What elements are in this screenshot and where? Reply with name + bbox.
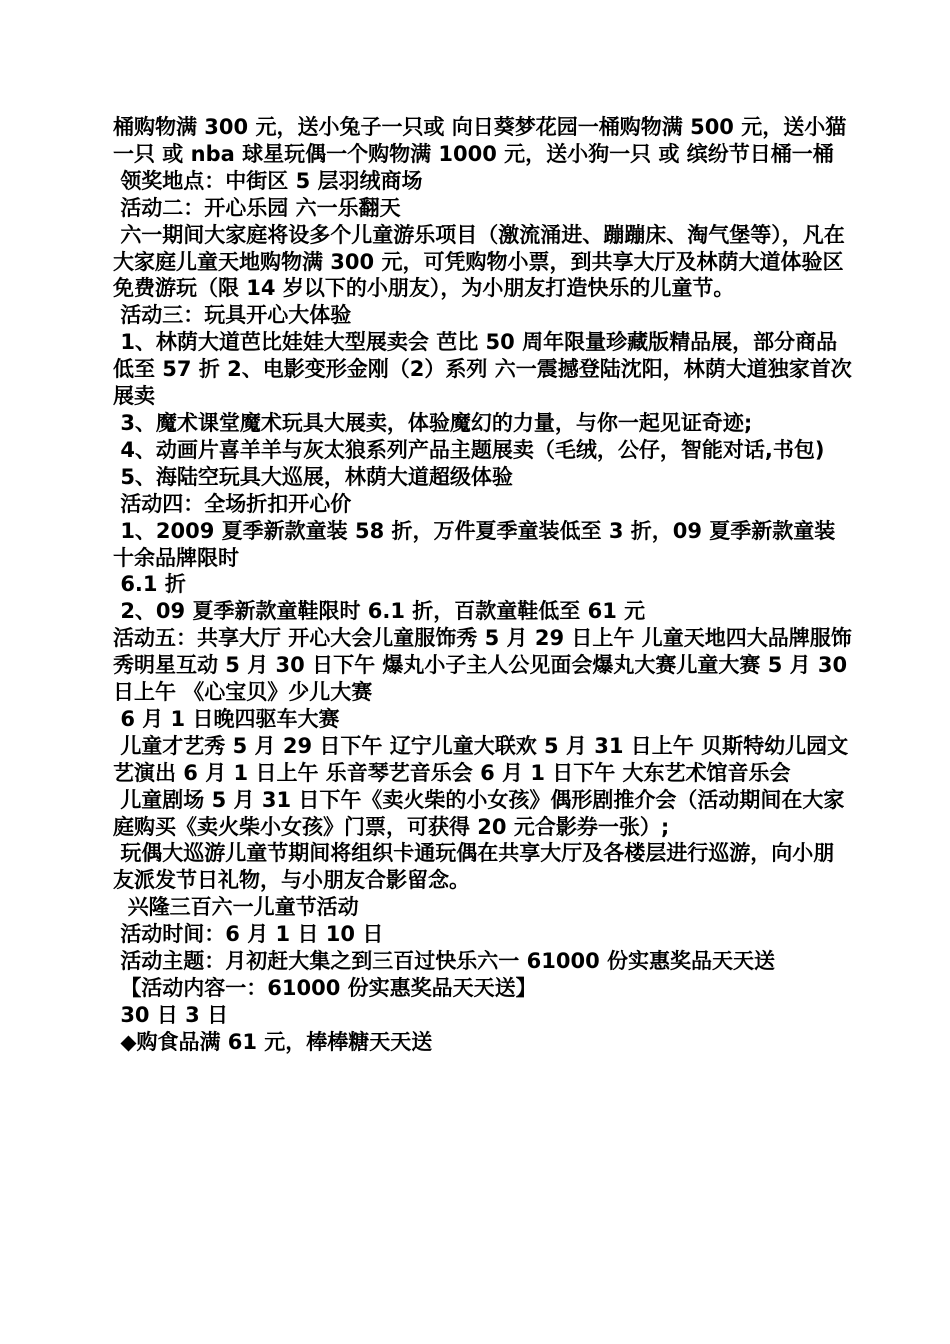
list-item-toy-5: 5、海陆空玩具大巡展，林荫大道超级体验: [113, 464, 513, 489]
list-item-toy-3: 3、魔术课堂魔术玩具大展卖，体验魔幻的力量，与你一起见证奇迹;: [113, 410, 753, 435]
heading-activity-two: 活动二：开心乐园 六一乐翻天: [113, 195, 401, 220]
heading-activity-four: 活动四：全场折扣开心价: [113, 491, 352, 516]
list-item-lollipop: ◆购食品满 61 元，棒棒糖天天送: [113, 1029, 433, 1054]
paragraph-activity-two-body: 六一期间大家庭将设多个儿童游乐项目（激流涌进、蹦蹦床、淘气堡等），凡在大家庭儿童天地购物满 300 元，可凭购物小票，到共享大厅及林荫大道体验区免费游玩（限 14 岁以下的小朋友），为小朋友打造快乐的儿童节。: [113, 222, 845, 301]
paragraph-children-theatre: 儿童剧场 5 月 31 日下午《卖火柴的小女孩》偶形剧推介会（活动期间在大家庭购买《卖火柴小女孩》门票，可获得 20 元合影券一张）;: [113, 787, 845, 839]
paragraph-date-range: 30 日 3 日: [113, 1002, 229, 1027]
document-page: [113, 114, 853, 1056]
list-item-discount-2: 2、09 夏季新款童鞋限时 6.1 折，百款童鞋低至 61 元: [113, 599, 646, 624]
heading-xinglong-event: 兴隆三百六一儿童节活动: [113, 895, 359, 920]
list-item-toy-1-2: 1、林荫大道芭比娃娃大型展卖会 芭比 50 周年限量珍藏版精品展，部分商品低至 57 折 2、电影变形金刚（2）系列 六一震撼登陆沈阳，林荫大道独家首次展卖: [113, 330, 852, 409]
list-item-discount-1-cont: 6.1 折: [113, 572, 186, 597]
paragraph-event-time: 活动时间：6 月 1 日 10 日: [113, 922, 384, 947]
list-item-toy-4: 4、动画片喜羊羊与灰太狼系列产品主题展卖（毛绒，公仔，智能对话,书包): [113, 437, 825, 462]
paragraph-puppet-parade: 玩偶大巡游儿童节期间将组织卡通玩偶在共享大厅及各楼层进行巡游，向小朋友派发节日礼物，与小朋友合影留念。: [113, 841, 835, 893]
heading-content-one: 【活动内容一：61000 份实惠奖品天天送】: [113, 976, 537, 1000]
paragraph-talent-show: 儿童才艺秀 5 月 29 日下午 辽宁儿童大联欢 5 月 31 日上午 贝斯特幼儿园文艺演出 6 月 1 日上午 乐音琴艺音乐会 6 月 1 日下午 大东艺术馆音乐会: [113, 733, 849, 785]
paragraph-prize-location: 领奖地点：中街区 5 层羽绒商场: [113, 168, 423, 193]
paragraph-event-theme: 活动主题：月初赶大集之到三百过快乐六一 61000 份实惠奖品天天送: [113, 949, 775, 974]
paragraph-prize-list: 桶购物满 300 元，送小兔子一只或 向日葵梦花园一桶购物满 500 元，送小猫一只 或 nba 球星玩偶一个购物满 1000 元，送小狗一只 或 缤纷节日桶一桶: [113, 115, 847, 166]
paragraph-activity-five: 活动五：共享大厅 开心大会儿童服饰秀 5 月 29 日上午 儿童天地四大品牌服饰秀明星互动 5 月 30 日下午 爆丸小子主人公见面会爆丸大赛儿童大赛 5 月 30 日上午 《心宝贝》少儿大赛: [113, 626, 855, 705]
list-item-discount-1: 1、2009 夏季新款童装 58 折，万件夏季童装低至 3 折，09 夏季新款童装十余品牌限时: [113, 518, 836, 570]
paragraph-four-wheel-race: 6 月 1 日晚四驱车大赛: [113, 706, 340, 731]
heading-activity-three: 活动三：玩具开心大体验: [113, 303, 352, 328]
